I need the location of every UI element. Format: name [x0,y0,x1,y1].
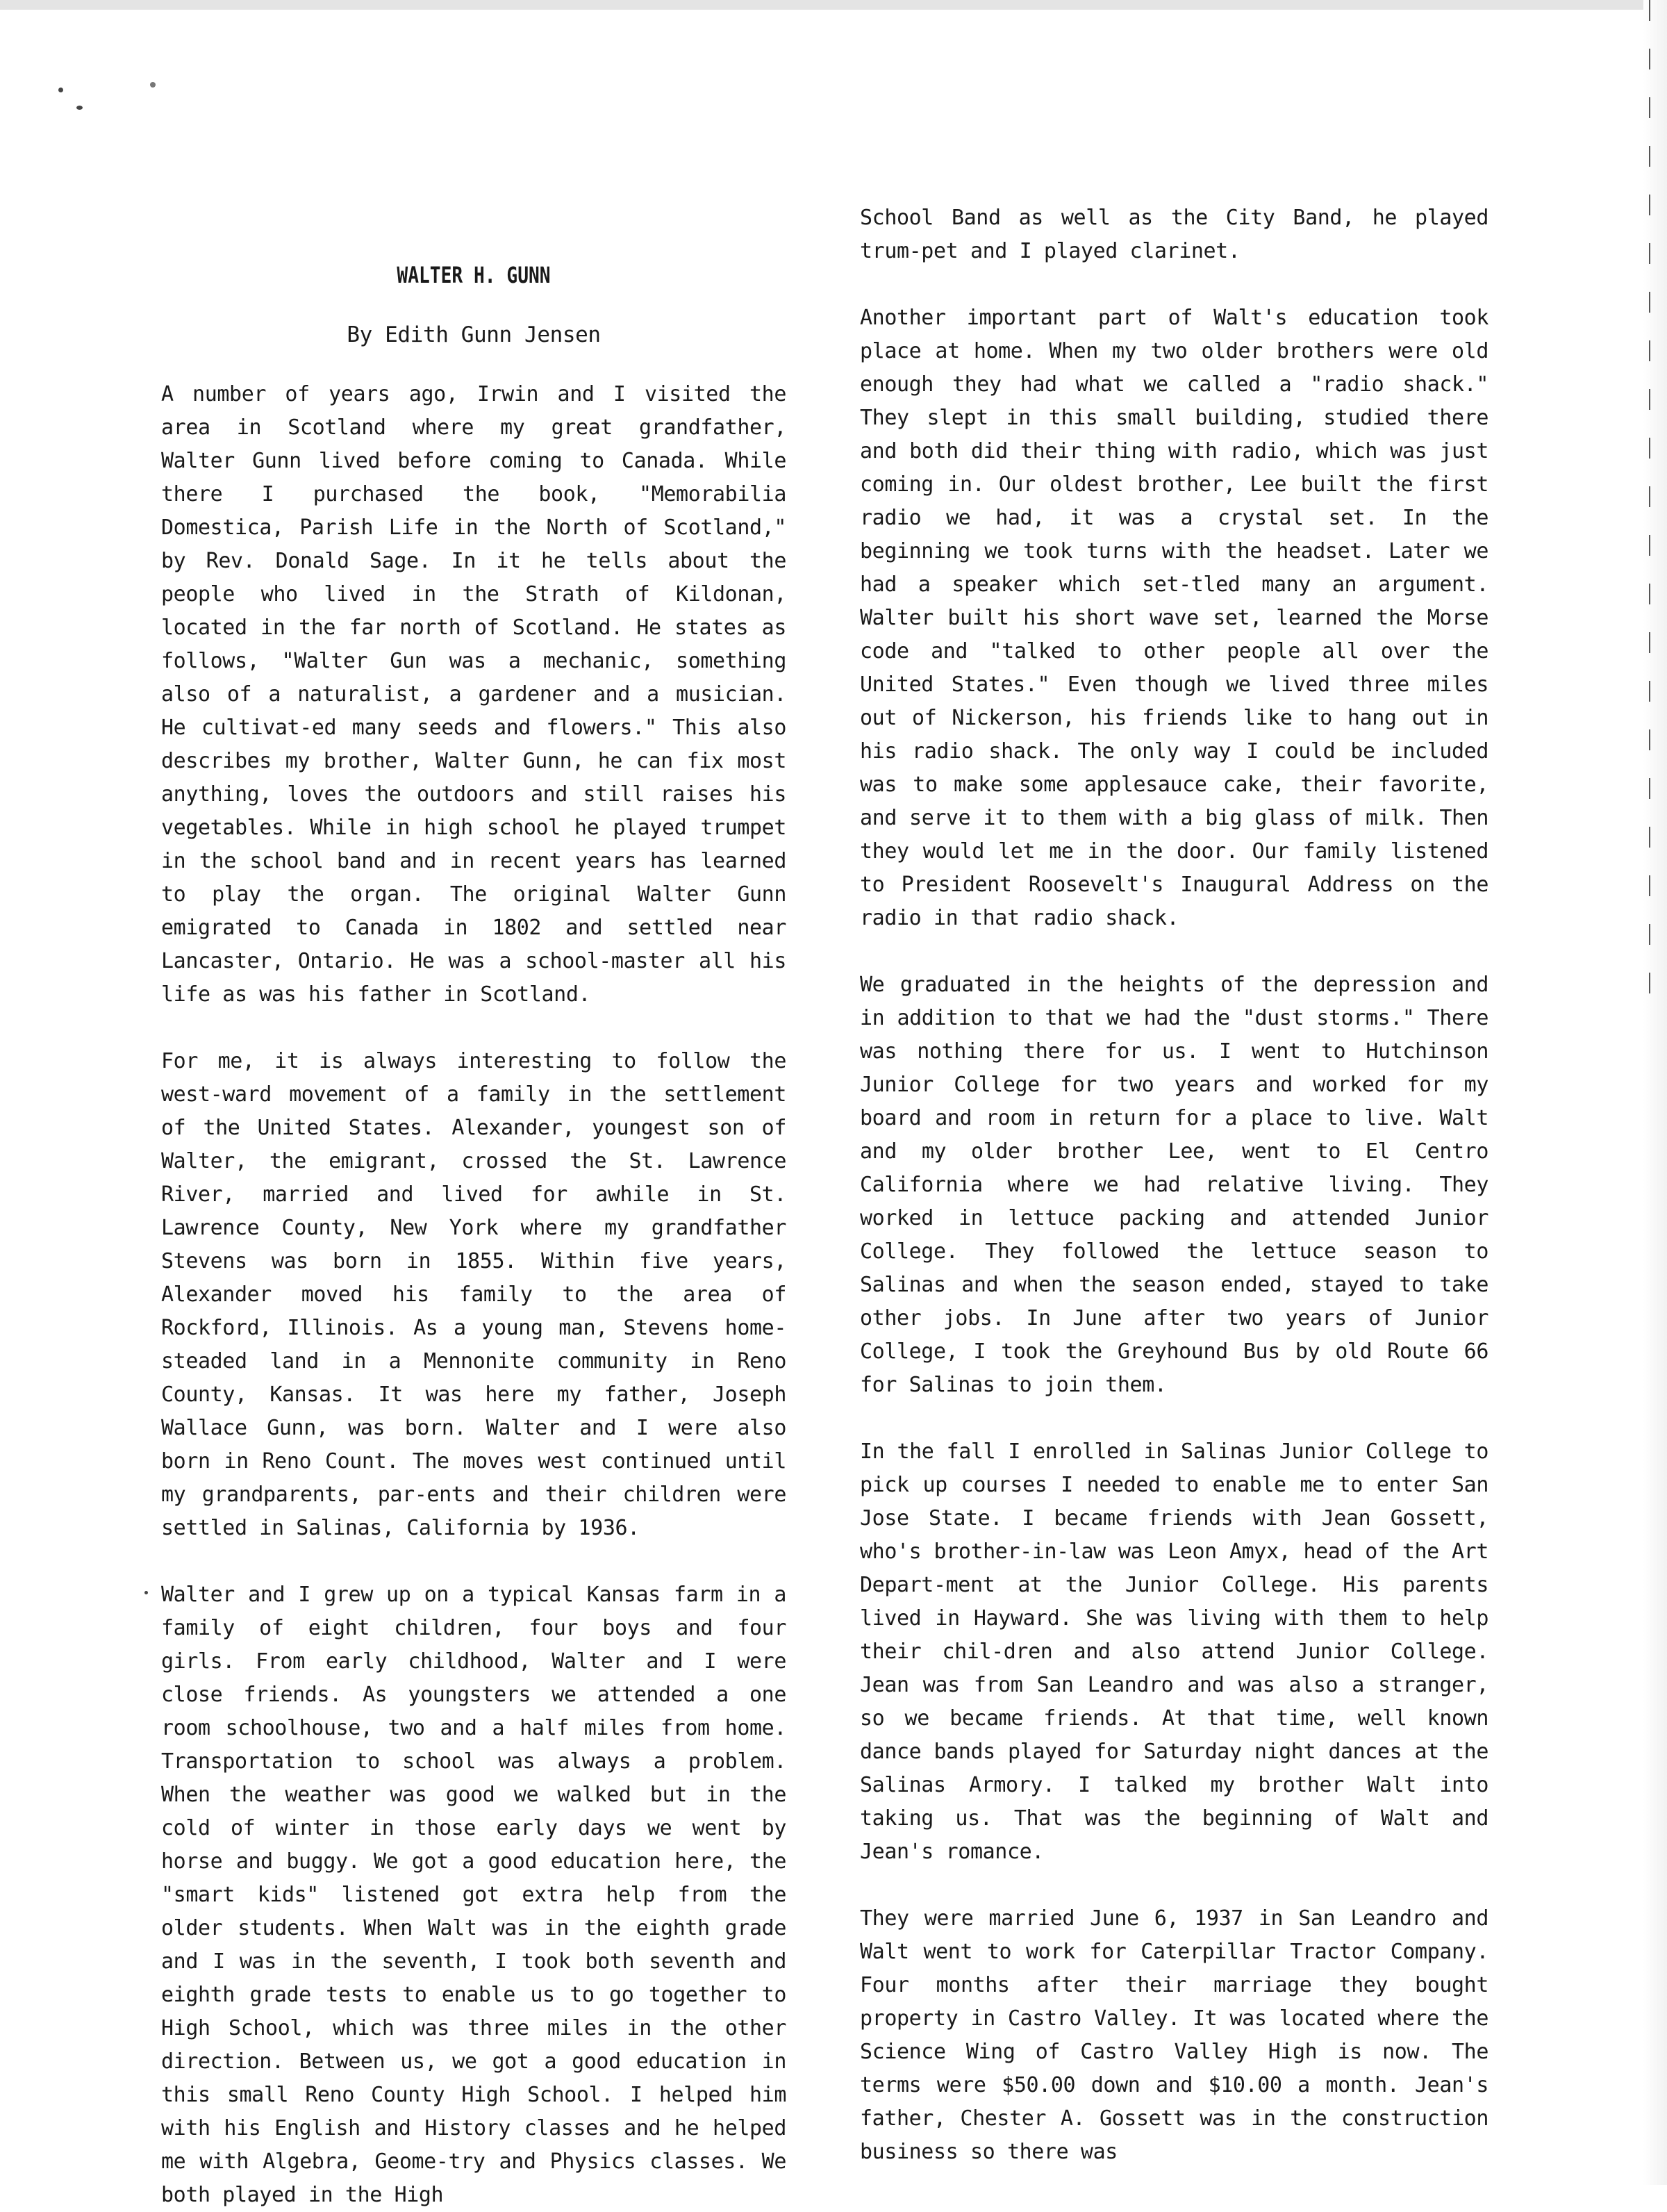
paragraph: In the fall I enrolled in Salinas Junior College to pick up courses I needed to enable me to enter San Jose State. I became friends with Jean Gossett, who's brother-in-law was Leon Amyx, head of the Art Depart-ment at the Junior College. His parents lived in Hayward. She was living with them to help their chil-dren and also attend Junior College. Jean was from San Leandro and was also a stranger, so we became friends. At that time, well known dance bands played for Saturday night dances at the Salinas Armory. I talked my brother Walt into taking us. That was the beginning of Walt and Jean's romance. [860,1439,1488,1864]
scan-speck [144,1591,148,1594]
scan-speck [76,106,83,110]
paragraph: School Band as well as the City Band, he played trum-pet and I played clarinet. [860,206,1488,263]
paragraph: A number of years ago, Irwin and I visited the area in Scotland where my great grandfather, Walter Gunn lived before coming to Canada. While there I purchased the book, "Memorabilia Domestica, Parish Life in the North of Scotland," by Rev. Donald Sage. In it he tells about the people who lived in the Strath of Kildonan, located in the far north of Scotland. He states as follows, "Walter Gun was a mechanic, something also of a naturalist, a gardener and a musician. He cultivat-ed many seeds and flowers." This also describes my brother, Walter Gunn, he can fix most anything, loves the outdoors and still raises his vegetables. While in high school he played trumpet in the school band and in recent years has learned to play the organ. The original Walter Gunn emigrated to Canada in 1802 and settled near Lancaster, Ontario. He was a school-master all his life as was his father in Scotland. [161,382,786,1007]
paragraph: They were married June 6, 1937 in San Leandro and Walt went to work for Caterpillar Tractor Company. Four months after their marriage they bought property in Castro Valley. It was located where the Science Wing of Castro Valley High is now. The terms were $50.00 down and $10.00 a month. Jean's father, Chester A. Gossett was in the construction business so there was [860,1906,1488,2164]
scan-speck [150,82,156,88]
paragraph: We graduated in the heights of the depression and in addition to that we had the "dust storms." There was nothing there for us. I went to Hutchinson Junior College for two years and worked for my board and room in return for a place to live. Walt and my older brother Lee, went to El Centro California where we had relative living. They worked in lettuce packing and attended Junior College. They followed the lettuce season to Salinas and when the season ended, stayed to take other jobs. In June after two years of Junior College, I took the Greyhound Bus by old Route 66 for Salinas to join them. [860,973,1488,1397]
paragraph: Walter and I grew up on a typical Kansas farm in a family of eight children, four boys and four girls. From early childhood, Walter and I were close friends. As youngsters we attended a one room schoolhouse, two and a half miles from home. Transportation to school was always a problem. When the weather was good we walked but in the cold of winter in those early days we went by horse and buggy. We got a good education here, the "smart kids" listened got extra help from the older students. When Walt was in the eighth grade and I was in the seventh, I took both seventh and eighth grade tests to enable us to go together to High School, which was three miles in the other direction. Between us, we got a good education in this small Reno County High School. I helped him with his English and History classes and he helped me with Algebra, Geome-try and Physics classes. We both played in the High [161,1583,786,2207]
left-column [161,258,786,2212]
paragraph: Another important part of Walt's education took place at home. When my two older brothers were old enough they had what we called a "radio shack." They slept in this small building, studied there and both did their thing with radio, which was just coming in. Our oldest brother, Lee built the first radio we had, it was a crystal set. In the beginning we took turns with the headset. Later we had a speaker which set-tled many an argument. Walter built his short wave set, learned the Morse code and "talked to other people all over the United States." Even though we lived three miles out of Nickerson, his friends like to hang out in his radio shack. The only way I could be included was to make some applesauce cake, their favorite, and serve it to them with a big glass of milk. Then they would let me in the door. Our family listened to President Roosevelt's Inaugural Address on the radio in that radio shack. [860,306,1488,930]
article-byline: By Edith Gunn Jensen [347,322,601,347]
scan-right-edge [1643,0,1667,2185]
right-column [860,201,1488,2169]
article-title: WALTER H. GUNN [397,262,551,288]
scan-speck [58,88,63,92]
paragraph: For me, it is always interesting to follow the west-ward movement of a family in the settlement of the United States. Alexander, youngest son of Walter, the emigrant, crossed the St. Lawrence River, married and lived for awhile in St. Lawrence County, New York where my grandfather Stevens was born in 1855. Within five years, Alexander moved his family to the area of Rockford, Illinois. As a young man, Stevens home-steaded land in a Mennonite community in Reno County, Kansas. It was here my father, Joseph Wallace Gunn, was born. Walter and I were also born in Reno Count. The moves west continued until my grandparents, par-ents and their children were settled in Salinas, California by 1936. [161,1049,786,1540]
scan-top-edge [0,0,1667,10]
